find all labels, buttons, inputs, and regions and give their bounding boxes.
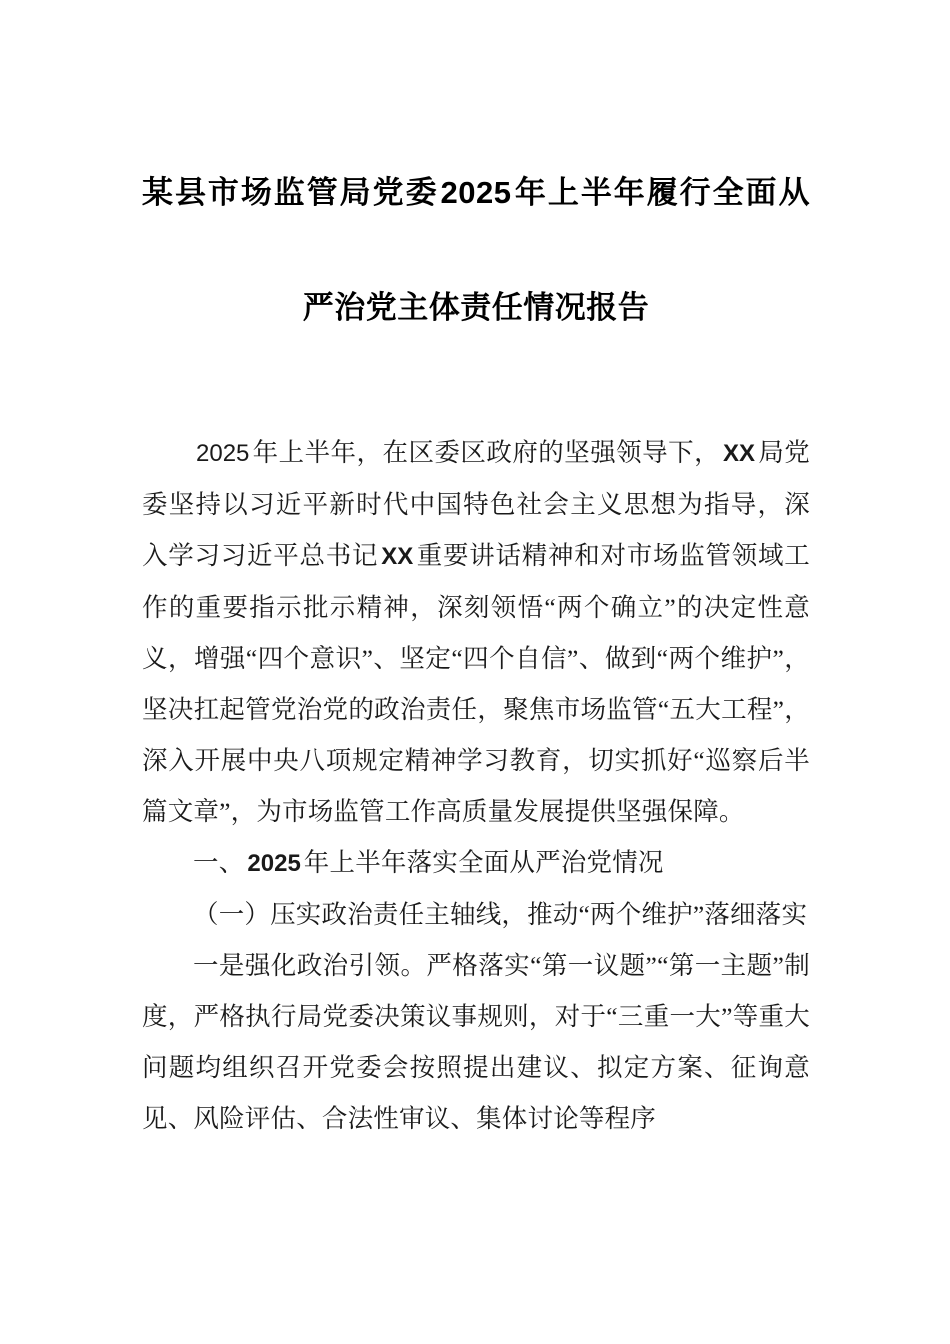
org-placeholder: XX bbox=[723, 440, 756, 467]
document-title: 某县市场监管局党委2025年上半年履行全面从严治党主体责任情况报告 bbox=[142, 175, 810, 325]
document-text-column bbox=[142, 0, 810, 1144]
subsection-heading-1-1: （一）压实政治责任主轴线，推动“两个维护”落细落实 bbox=[193, 900, 808, 929]
speech-placeholder: XX bbox=[381, 543, 414, 570]
section-heading-1: 一、 2025 年上半年落实全面从严治党情况 bbox=[193, 848, 664, 877]
paragraph-year: 2025 bbox=[196, 440, 250, 467]
section-heading-year: 2025 bbox=[247, 850, 301, 877]
item-paragraph-1: 一是强化政治引领。严格落实“第一议题”“第一主题”制度，严格执行局党委决策议事规则，对于“三重一大”等重大问题均组织召开党委会按照提出建议、拟定方案、征询意见、风险评估、合法性审议、集体讨论等程序 bbox=[142, 951, 810, 1133]
opening-paragraph: 2025 年上半年，在区委区政府的坚强领导下， XX 局党委坚持以习近平新时代中国特色社会主义思想为指导，深入学习习近平总书记 XX 重要讲话精神和对市场监管领域工作的重要指示批示精神，深刻领悟“两个确立”的决定性意义，增强“四个意识”、坚定“四个自信”、做到“两个维护”，坚决扛起管党治党的政治责任，聚焦市场监管“五大工程”，深入开展中央八项规定精神学习教育，切实抓好“巡察后半篇文章”，为市场监管工作高质量发展提供坚强保障。 bbox=[142, 438, 810, 826]
title-year: 2025 bbox=[440, 175, 512, 210]
